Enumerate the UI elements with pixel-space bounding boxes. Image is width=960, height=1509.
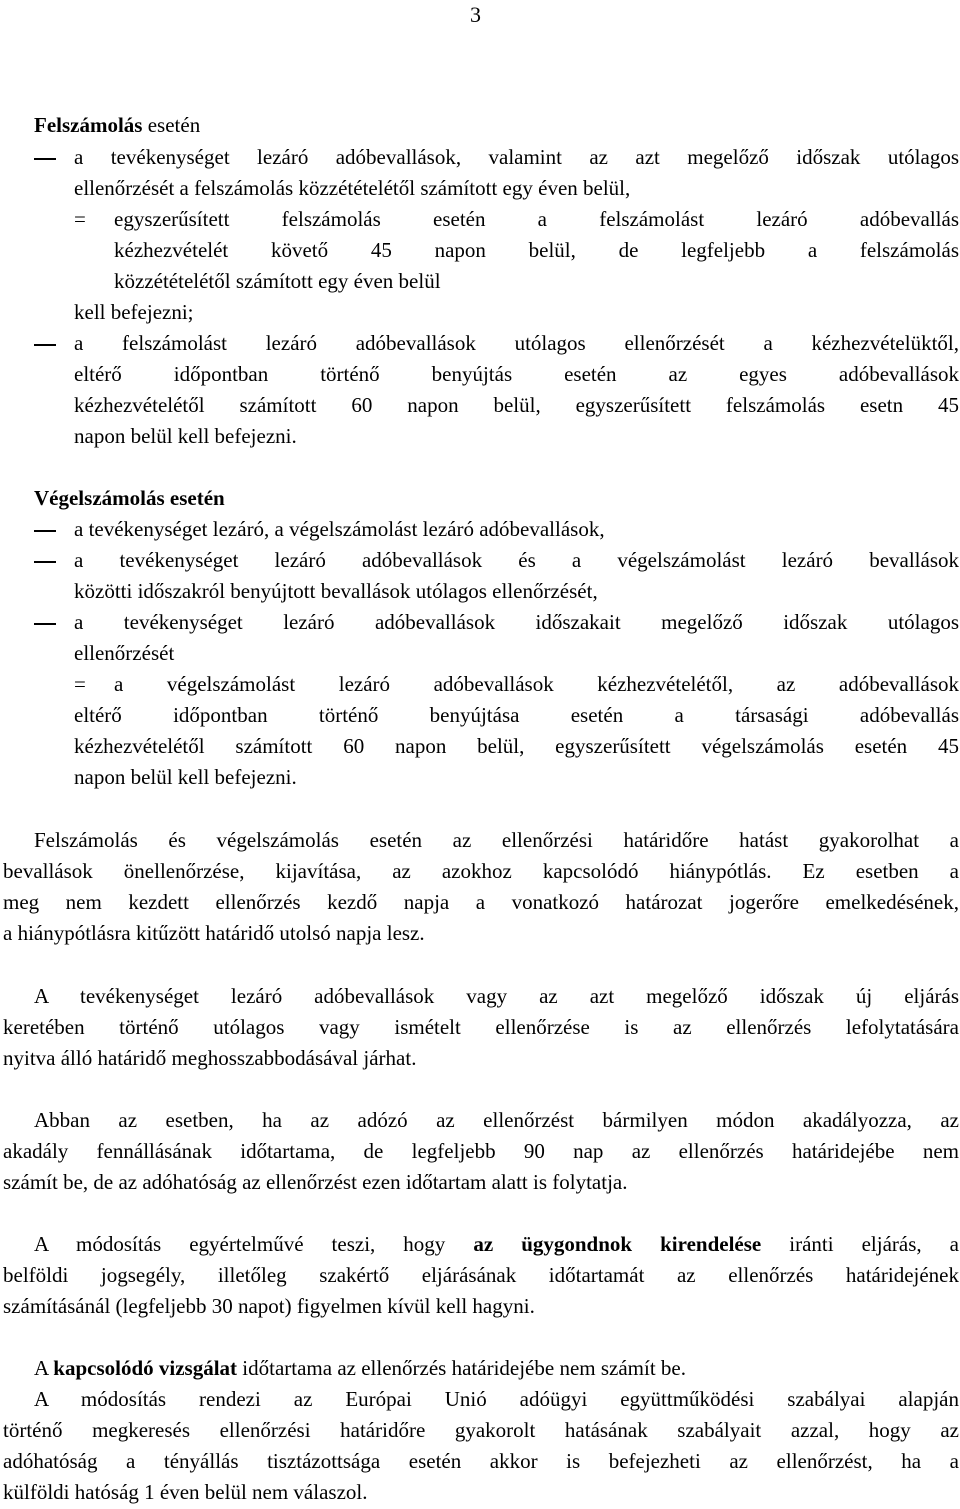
list-item: a felszámolást lezáró adóbevallások utólagos ellenőrzését a kézhezvételüktől, [74, 331, 959, 355]
list-item: napon belül kell befejezni. [74, 765, 297, 789]
list-item: a tevékenységet lezáró, a végelszámolást lezáró adóbevallások, [74, 517, 605, 541]
list-item: a tevékenységet lezáró adóbevallások és a végelszámolást lezáró bevallások [74, 548, 959, 572]
equals-bullet: = [74, 672, 86, 696]
list-item: közzétételétől számított egy éven belül [114, 269, 441, 293]
section-heading: Végelszámolás esetén [34, 486, 225, 510]
dash-bullet [34, 344, 56, 346]
dash-bullet [34, 530, 56, 532]
paragraph-line: a hiánypótlásra kitűzött határidő utolsó napja lesz. [3, 921, 425, 945]
dash-bullet [34, 623, 56, 625]
paragraph-line: Felszámolás és végelszámolás esetén az ellenőrzési határidőre hatást gyakorolhat a [34, 828, 959, 852]
paragraph-line: A módosítás rendezi az Európai Unió adóügyi együttműködési szabályai alapján [34, 1387, 959, 1411]
list-item: ellenőrzését [74, 641, 175, 665]
paragraph-line: történő megkeresés ellenőrzési határidőre gyakorolt hatásának szabályait azzal, hogy az [3, 1418, 959, 1442]
paragraph-line: külföldi hatóság 1 éven belül nem válaszol. [3, 1480, 368, 1504]
list-item: ellenőrzését a felszámolás közzétételétől számított egy éven belül, [74, 176, 631, 200]
dash-bullet [34, 561, 56, 563]
page-number: 3 [470, 2, 481, 27]
paragraph-line: számít be, de az adóhatóság az ellenőrzést ezen időtartam alatt is folytatja. [3, 1170, 628, 1194]
paragraph-line: keretében történő utólagos vagy ismételt ellenőrzése is az ellenőrzés lefolytatására [3, 1015, 959, 1039]
list-item: a végelszámolást lezáró adóbevallások kézhezvételétől, az adóbevallások [114, 672, 959, 696]
paragraph-line: bevallások önellenőrzése, kijavítása, az azokhoz kapcsolódó hiánypótlás. Ez esetben a [3, 859, 959, 883]
list-item: a tevékenységet lezáró adóbevallások, valamint az azt megelőző időszak utólagos [74, 145, 959, 169]
dash-bullet [34, 158, 56, 160]
list-item: kell befejezni; [74, 300, 194, 324]
list-item: kézhezvételét követő 45 napon belül, de legfeljebb a felszámolás [114, 238, 959, 262]
equals-bullet: = [74, 207, 86, 231]
list-item: eltérő időpontban történő benyújtás esetén az egyes adóbevallások [74, 362, 959, 386]
paragraph-line: számításánál (legfeljebb 30 napot) figyelmen kívül kell hagyni. [3, 1294, 535, 1318]
list-item: közötti időszakról benyújtott bevallások utólagos ellenőrzését, [74, 579, 598, 603]
paragraph-line: adóhatóság a tényállás tisztázottsága esetén akkor is befejezheti az ellenőrzést, ha a [3, 1449, 959, 1473]
list-item: kézhezvételétől számított 60 napon belül, egyszerűsített végelszámolás esetén 45 [74, 734, 959, 758]
paragraph-line: akadály fennállásának időtartama, de legfeljebb 90 nap az ellenőrzés határidejébe nem [3, 1139, 959, 1163]
list-item: a tevékenységet lezáró adóbevallások időszakait megelőző időszak utólagos [74, 610, 959, 634]
list-item: eltérő időpontban történő benyújtása esetén a társasági adóbevallás [74, 703, 959, 727]
list-item: kézhezvételétől számított 60 napon belül, egyszerűsített felszámolás esetn 45 [74, 393, 959, 417]
section-heading: Felszámolás esetén [34, 113, 201, 137]
paragraph-line: A kapcsolódó vizsgálat időtartama az ellenőrzés határidejébe nem számít be. [34, 1356, 686, 1380]
paragraph-line: belföldi jogsegély, illetőleg szakértő eljárásának időtartamát az ellenőrzés határidejének [3, 1263, 959, 1287]
list-item: napon belül kell befejezni. [74, 424, 297, 448]
paragraph-line: Abban az esetben, ha az adózó az ellenőrzést bármilyen módon akadályozza, az [34, 1108, 959, 1132]
paragraph-line: nyitva álló határidő meghosszabbodásával járhat. [3, 1046, 417, 1070]
paragraph-line: A módosítás egyértelművé teszi, hogy az ügygondnok kirendelése iránti eljárás, a [34, 1232, 959, 1256]
paragraph-line: A tevékenységet lezáró adóbevallások vagy az azt megelőző időszak új eljárás [34, 984, 959, 1008]
paragraph-line: meg nem kezdett ellenőrzés kezdő napja a vonatkozó határozat jogerőre emelkedésének, [3, 890, 959, 914]
list-item: egyszerűsített felszámolás esetén a felszámolást lezáró adóbevallás [114, 207, 959, 231]
